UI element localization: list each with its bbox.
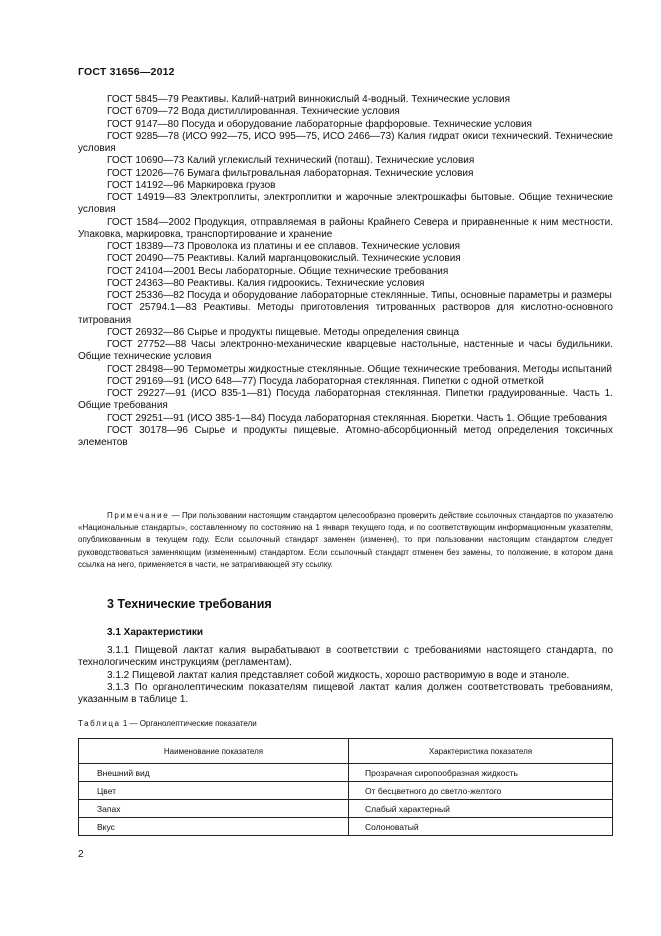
table-cell: Слабый характерный	[349, 800, 613, 818]
reference-item: ГОСТ 29227—91 (ИСО 835-1—81) Посуда лабораторная стеклянная. Пипетки градуированные. Часть 1. Общие требования	[78, 388, 613, 412]
reference-item: ГОСТ 14192—96 Маркировка грузов	[107, 179, 276, 191]
reference-item: ГОСТ 10690—73 Калий углекислый технический (поташ). Технические условия	[107, 155, 475, 167]
reference-item: ГОСТ 28498—90 Термометры жидкостные стеклянные. Общие технические требования. Методы испытаний	[107, 363, 612, 375]
references-note	[78, 510, 613, 571]
note-label: Примечание	[107, 511, 170, 520]
table-row	[79, 782, 613, 800]
table-cell: Вкус	[79, 818, 349, 836]
table-cell: Внешний вид	[79, 764, 349, 782]
reference-item: ГОСТ 9147—80 Посуда и оборудование лабораторные фарфоровые. Технические условия	[107, 118, 532, 130]
table-cell: Запах	[79, 800, 349, 818]
table-caption-text: 1 — Органолептические показатели	[122, 719, 257, 728]
paragraph: 3.1.1 Пищевой лактат калия вырабатывают в соответствии с требованиями настоящего стандарта, по технологическим инструкциям (регламентам).	[78, 645, 613, 669]
paragraph: 3.1.3 По органолептическим показателям пищевой лактат калия должен соответствовать требованиям, указанным в таблице 1.	[78, 681, 613, 706]
table-cell: Солоноватый	[349, 818, 613, 836]
table-row	[79, 764, 613, 782]
reference-item: ГОСТ 29169—91 (ИСО 648—77) Посуда лабораторная стеклянная. Пипетки с одной отметкой	[107, 375, 544, 387]
table-caption	[78, 719, 257, 728]
reference-item: ГОСТ 30178—96 Сырье и продукты пищевые. Атомно-абсорбционный метод определения токсичных элементов	[78, 424, 613, 448]
section-body	[78, 645, 613, 706]
reference-item: ГОСТ 20490—75 Реактивы. Калий марганцовокислый. Технические условия	[107, 253, 461, 265]
reference-item: ГОСТ 18389—73 Проволока из платины и ее сплавов. Технические условия	[107, 241, 461, 252]
subsection-heading: 3.1 Характеристики	[107, 627, 204, 638]
table-row	[79, 818, 613, 836]
section-heading: 3 Технические требования	[107, 597, 272, 611]
normative-references-list	[78, 94, 613, 449]
table-header-cell: Характеристика показателя	[349, 739, 613, 764]
reference-item: ГОСТ 5845—79 Реактивы. Калий-натрий виннокислый 4-водный. Технические условия	[107, 94, 511, 105]
reference-item: ГОСТ 24104—2001 Весы лабораторные. Общие технические требования	[107, 265, 449, 277]
reference-item: ГОСТ 6709—72 Вода дистиллированная. Технические условия	[107, 106, 400, 118]
reference-item: ГОСТ 25794.1—83 Реактивы. Методы приготовления титрованных растворов для кислотно-основного титрования	[78, 302, 613, 326]
reference-item: ГОСТ 12026—76 Бумага фильтровальная лабораторная. Технические условия	[107, 167, 474, 179]
reference-item: ГОСТ 1584—2002 Продукция, отправляемая в районы Крайнего Севера и приравненные к ним местности. Упаковка, маркировка, транспортирование и хранение	[78, 216, 613, 240]
reference-item: ГОСТ 27752—88 Часы электронно-механические кварцевые настольные, настенные и часы будильники. Общие технические условия	[78, 339, 613, 363]
table-row	[79, 800, 613, 818]
reference-item: ГОСТ 25336—82 Посуда и оборудование лабораторные стеклянные. Типы, основные параметры и размеры	[107, 290, 612, 301]
table-header-row	[79, 739, 613, 764]
table-cell: От бесцветного до светло-желтого	[349, 782, 613, 800]
page-number: 2	[78, 849, 84, 860]
table-cell: Цвет	[79, 782, 349, 800]
reference-item: ГОСТ 9285—78 (ИСО 992—75, ИСО 995—75, ИСО 2466—73) Калия гидрат окиси технический. Технические условия	[78, 130, 613, 154]
table-cell: Прозрачная сиропообразная жидкость	[349, 764, 613, 782]
reference-item: ГОСТ 26932—86 Сырье и продукты пищевые. Методы определения свинца	[107, 326, 460, 338]
note-paragraph	[78, 510, 613, 571]
reference-item: ГОСТ 29251—91 (ИСО 385-1—84) Посуда лабораторная стеклянная. Бюретки. Часть 1. Общие требования	[107, 412, 608, 424]
paragraph: 3.1.2 Пищевой лактат калия представляет собой жидкость, хорошо растворимую в воде и этаноле.	[107, 669, 570, 681]
table-caption-label: Таблица	[78, 719, 121, 728]
organoleptic-table	[78, 738, 613, 836]
document-header: ГОСТ 31656—2012	[78, 66, 175, 78]
note-text: — При пользовании настоящим стандартом целесообразно проверить действие ссылочных стандартов по указателю «Национальные стандарты», составленному по состоянию на 1 января текущего года, и по соответствующим информационным указателям, опубликованным в текущем году. Если ссылочный стандарт заменен (изменен), то при пользовании настоящим стандартом следует руководствоваться заменяющим (измененным) стандартом. Если ссылочный стандарт отменен без замены, то положение, в котором дана ссылка на него, применяется в части, не затрагивающей эту ссылку.	[78, 511, 613, 569]
table-header-cell: Наименование показателя	[79, 739, 349, 764]
reference-item: ГОСТ 24363—80 Реактивы. Калия гидроокись. Технические условия	[107, 277, 425, 289]
reference-item: ГОСТ 14919—83 Электроплиты, электроплитки и жарочные электрошкафы бытовые. Общие технические условия	[78, 192, 613, 216]
